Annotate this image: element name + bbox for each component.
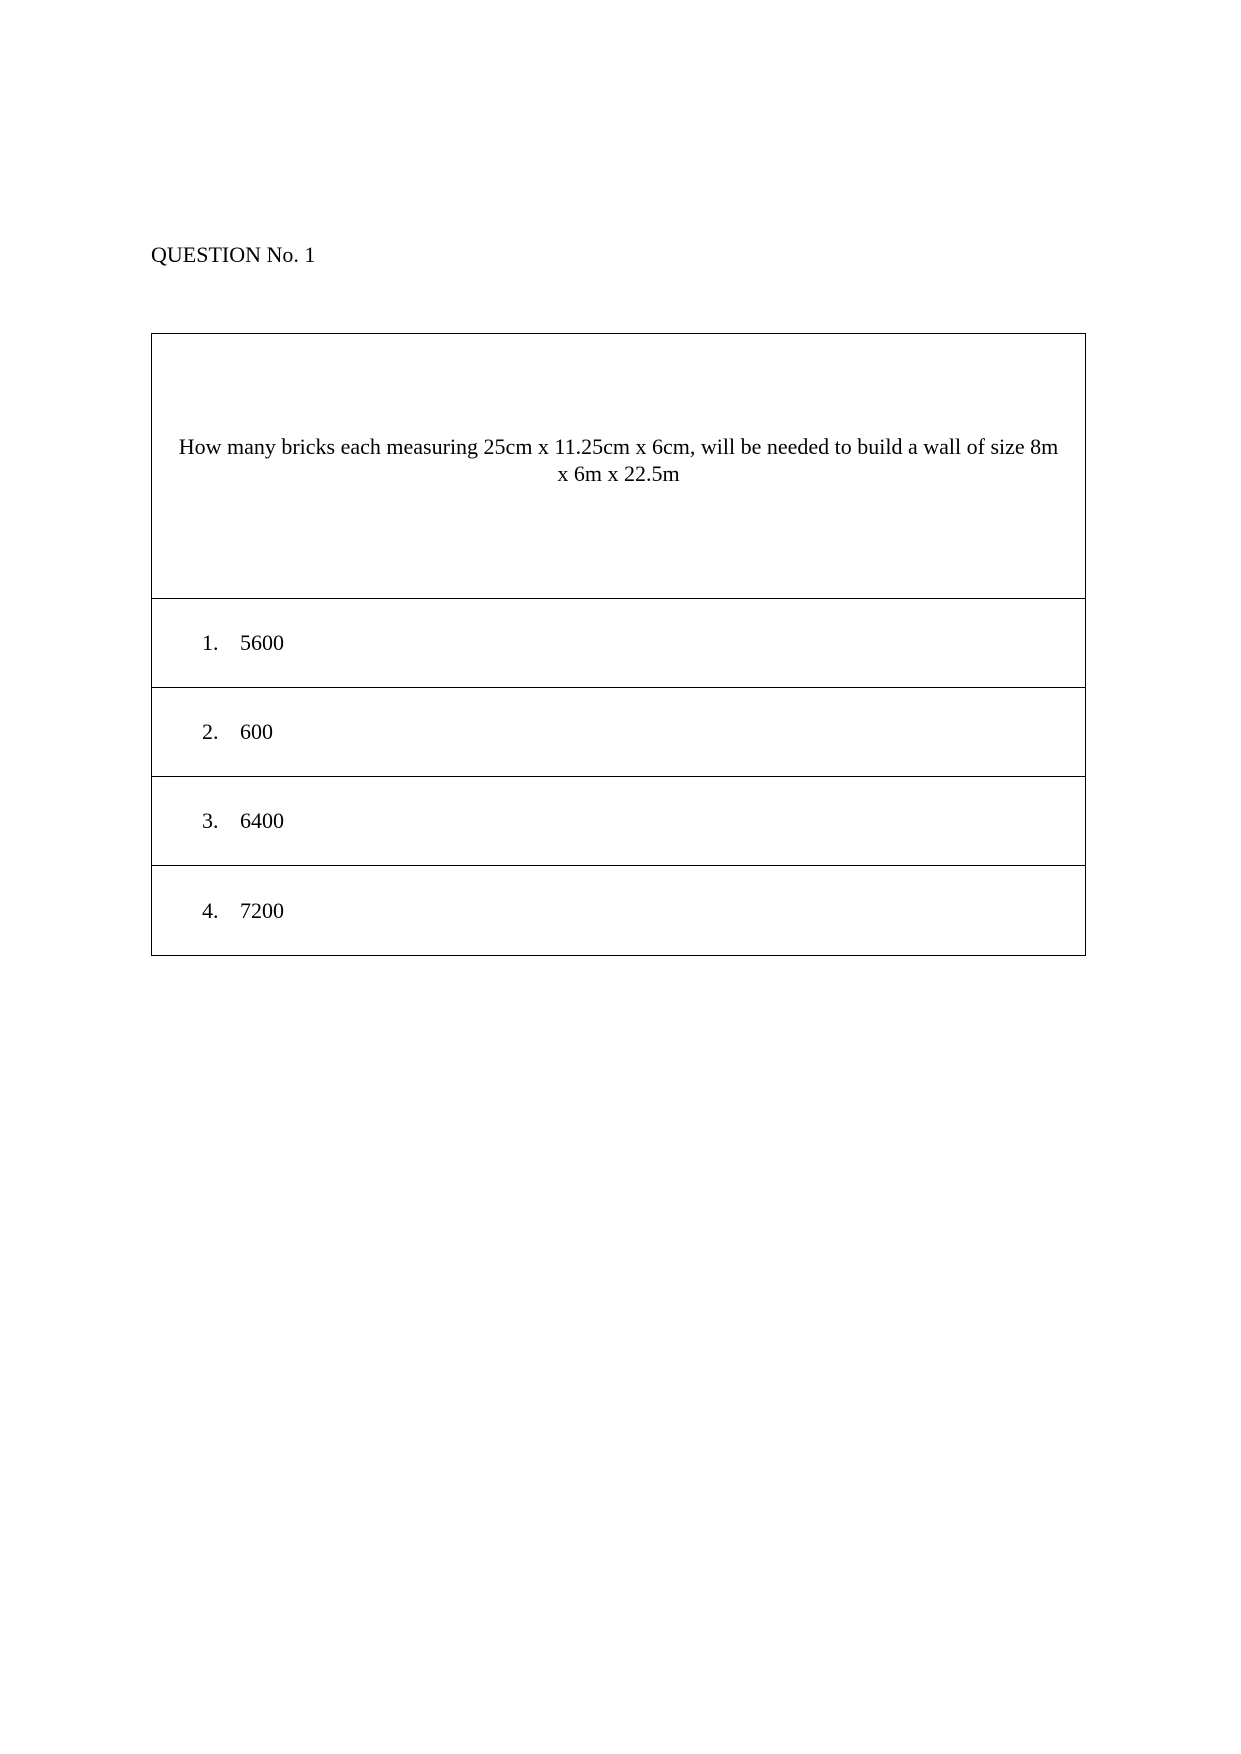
question-table [151, 333, 1086, 956]
option-cell-4 [152, 866, 1086, 956]
option-text-2: 600 [240, 719, 273, 744]
option-text-1: 5600 [240, 630, 284, 655]
option-number-1: 1. [202, 630, 219, 655]
option-row-2 [152, 688, 1086, 777]
option-cell-1 [152, 599, 1086, 688]
option-number-3: 3. [202, 808, 219, 833]
option-text-4: 7200 [240, 897, 284, 923]
option-row-1 [152, 599, 1086, 688]
question-stem-text: How many bricks each measuring 25cm x 11.25cm x 6cm, will be needed to build a wall of size 8m x 6m x 22.5m [178, 434, 1059, 486]
option-cell-3 [152, 777, 1086, 866]
option-row-3 [152, 777, 1086, 866]
option-number-4: 4. [202, 897, 219, 923]
question-stem-row [152, 334, 1086, 599]
question-stem-cell [152, 334, 1086, 599]
question-heading: QUESTION No. 1 [151, 242, 316, 267]
option-number-2: 2. [202, 719, 219, 744]
option-cell-2 [152, 688, 1086, 777]
option-row-4 [152, 866, 1086, 956]
option-text-3: 6400 [240, 808, 284, 833]
